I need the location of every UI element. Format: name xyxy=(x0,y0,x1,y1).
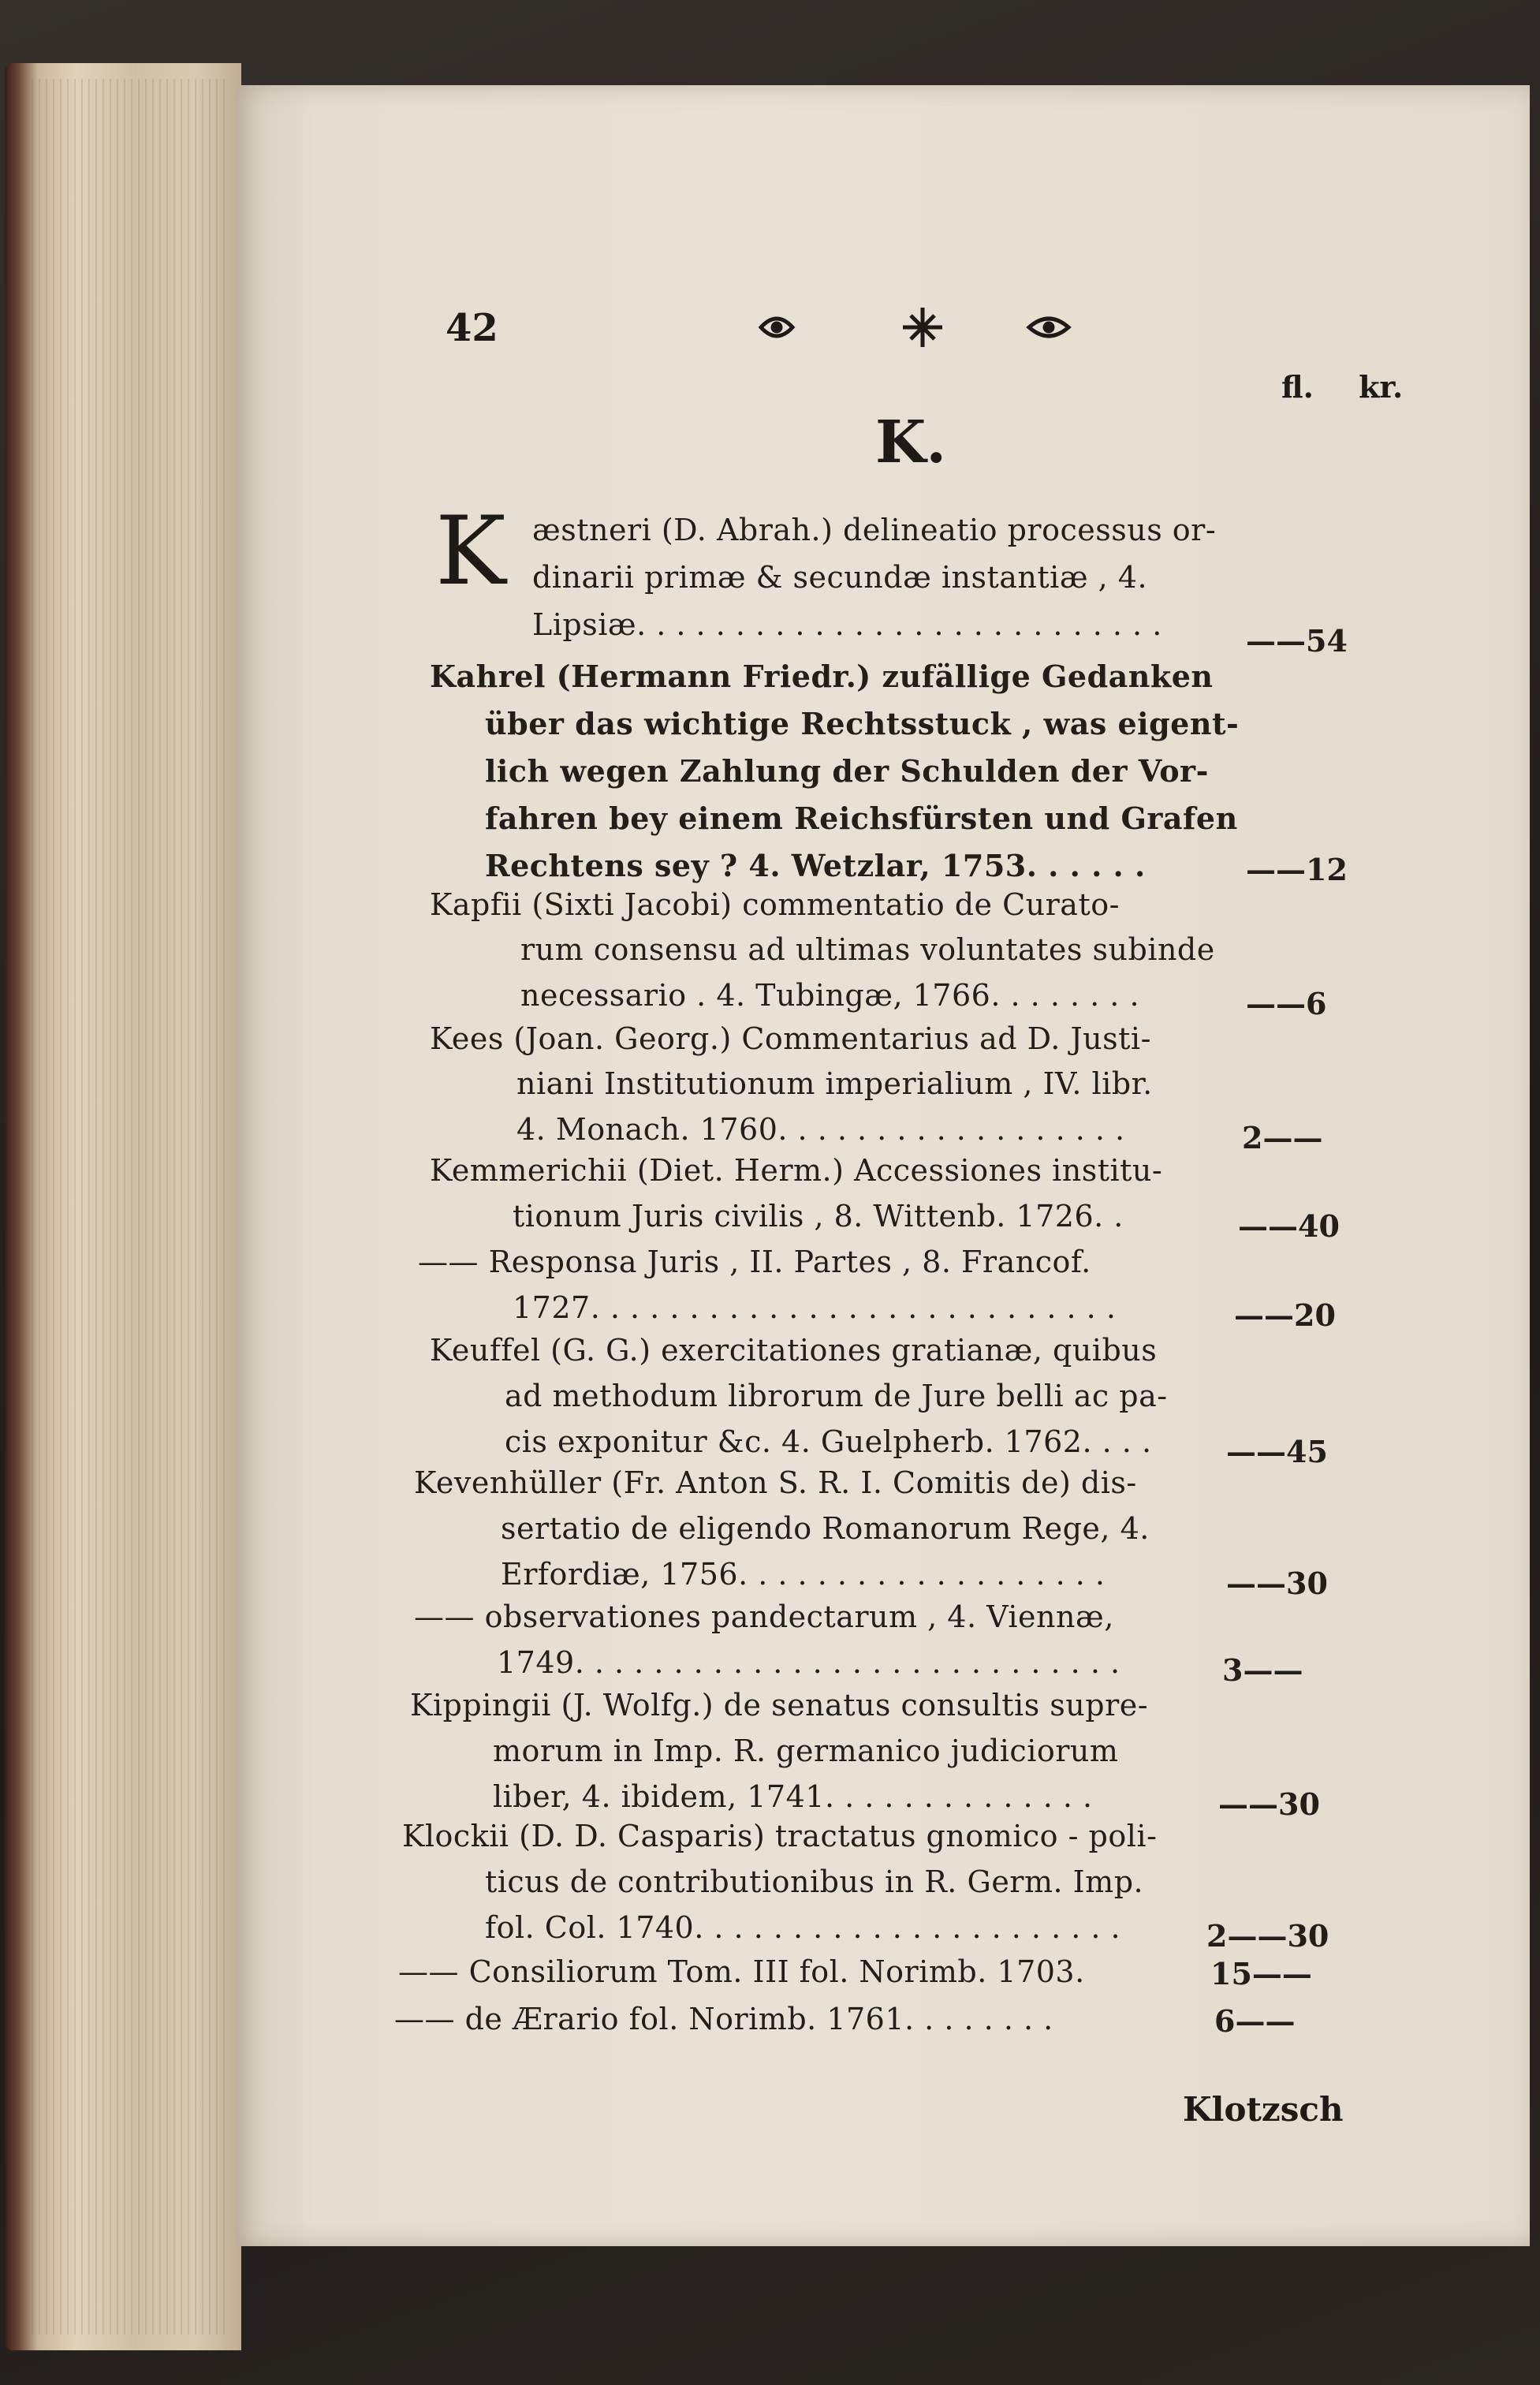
entry-line: Kapfii (Sixti Jacobi) commentatio de Curato- xyxy=(430,887,1120,922)
entry-line: niani Institutionum imperialium , IV. libr. xyxy=(516,1066,1153,1101)
entry-line: dinarii primæ & secundæ instantiæ , 4. xyxy=(532,560,1148,595)
entry-line: Klockii (D. D. Casparis) tractatus gnomico - poli- xyxy=(402,1819,1158,1853)
entry-line: Rechtens sey ? 4. Wetzlar, 1753. . . . . . xyxy=(485,848,1146,883)
entry-line: Lipsiæ. . . . . . . . . . . . . . . . . . . . . . . . . . . xyxy=(532,607,1162,642)
entry-line: fahren bey einem Reichsfürsten und Grafen xyxy=(485,801,1238,836)
entry-line: über das wichtige Rechtsstuck , was eigent- xyxy=(485,706,1240,741)
entry-line: —— Responsa Juris , II. Partes , 8. Francof. xyxy=(418,1245,1091,1279)
entry-line: Erfordiæ, 1756. . . . . . . . . . . . . . . . . . . xyxy=(501,1557,1106,1592)
entry-line: rum consensu ad ultimas voluntates subinde xyxy=(520,932,1215,967)
entry-line: 4. Monach. 1760. . . . . . . . . . . . . . . . . . xyxy=(516,1112,1125,1147)
entry-price: ——20 xyxy=(1234,1297,1336,1333)
entry-price: ——30 xyxy=(1226,1566,1328,1601)
entry-line: Kahrel (Hermann Friedr.) zufällige Gedanken xyxy=(430,659,1214,694)
entry-line: —— Consiliorum Tom. III fol. Norimb. 1703. xyxy=(398,1954,1085,1989)
entry-line: ticus de contributionibus in R. Germ. Imp. xyxy=(485,1864,1144,1899)
entry-line: Keuffel (G. G.) exercitationes gratianæ, quibus xyxy=(430,1333,1158,1368)
entry-line: ad methodum librorum de Jure belli ac pa- xyxy=(505,1379,1168,1413)
entry-price: 2—— xyxy=(1242,1120,1323,1155)
page-number: 42 xyxy=(446,306,498,350)
entry-price: ——45 xyxy=(1226,1434,1328,1469)
entry-price: 6—— xyxy=(1214,2003,1296,2039)
entry-line: sertatio de eligendo Romanorum Rege, 4. xyxy=(501,1511,1150,1546)
entry-line: —— de Ærario fol. Norimb. 1761. . . . . . . . xyxy=(394,2002,1053,2036)
entry-line: 1727. . . . . . . . . . . . . . . . . . . . . . . . . . . xyxy=(513,1290,1117,1325)
entry-price: ——12 xyxy=(1246,852,1348,887)
entry-line: 1749. . . . . . . . . . . . . . . . . . . . . . . . . . . . xyxy=(497,1645,1121,1680)
catchword: Klotzsch xyxy=(1183,2090,1344,2129)
entry-line: morum in Imp. R. germanico judiciorum xyxy=(493,1734,1119,1768)
entry-line: tionum Juris civilis , 8. Wittenb. 1726. . xyxy=(513,1199,1124,1234)
entry-line: lich wegen Zahlung der Schulden der Vor- xyxy=(485,753,1209,789)
florin-header: fl. xyxy=(1281,369,1314,405)
entry-line: necessario . 4. Tubingæ, 1766. . . . . . . . xyxy=(520,978,1140,1013)
entry-price: 15—— xyxy=(1210,1956,1312,1991)
section-letter: K. xyxy=(875,409,947,476)
entry-price: 2——30 xyxy=(1206,1918,1329,1954)
entry-line: —— observationes pandectarum , 4. Viennæ, xyxy=(414,1599,1114,1634)
entry-line: æstneri (D. Abrah.) delineatio processus or- xyxy=(532,513,1217,547)
entry-line: Kees (Joan. Georg.) Commentarius ad D. Justi- xyxy=(430,1021,1151,1056)
entry-line: Kippingii (J. Wolfg.) de senatus consultis supre- xyxy=(410,1688,1149,1722)
entry-price: 3—— xyxy=(1222,1652,1303,1688)
entry-line: liber, 4. ibidem, 1741. . . . . . . . . . . . . . xyxy=(493,1779,1093,1814)
kreuzer-header: kr. xyxy=(1359,369,1404,405)
entry-line: fol. Col. 1740. . . . . . . . . . . . . . . . . . . . . . xyxy=(485,1910,1121,1945)
initial-letter: K xyxy=(435,497,506,607)
entry-line: Kemmerichii (Diet. Herm.) Accessiones institu- xyxy=(430,1153,1163,1188)
entry-price: ——40 xyxy=(1238,1208,1340,1244)
entry-price: ——6 xyxy=(1246,986,1327,1021)
entry-line: cis exponitur &c. 4. Guelpherb. 1762. . . . xyxy=(505,1424,1152,1459)
entry-price: ——30 xyxy=(1218,1786,1320,1822)
entry-line: Kevenhüller (Fr. Anton S. R. I. Comitis de) dis- xyxy=(414,1465,1137,1500)
entry-price: ——54 xyxy=(1246,623,1348,659)
